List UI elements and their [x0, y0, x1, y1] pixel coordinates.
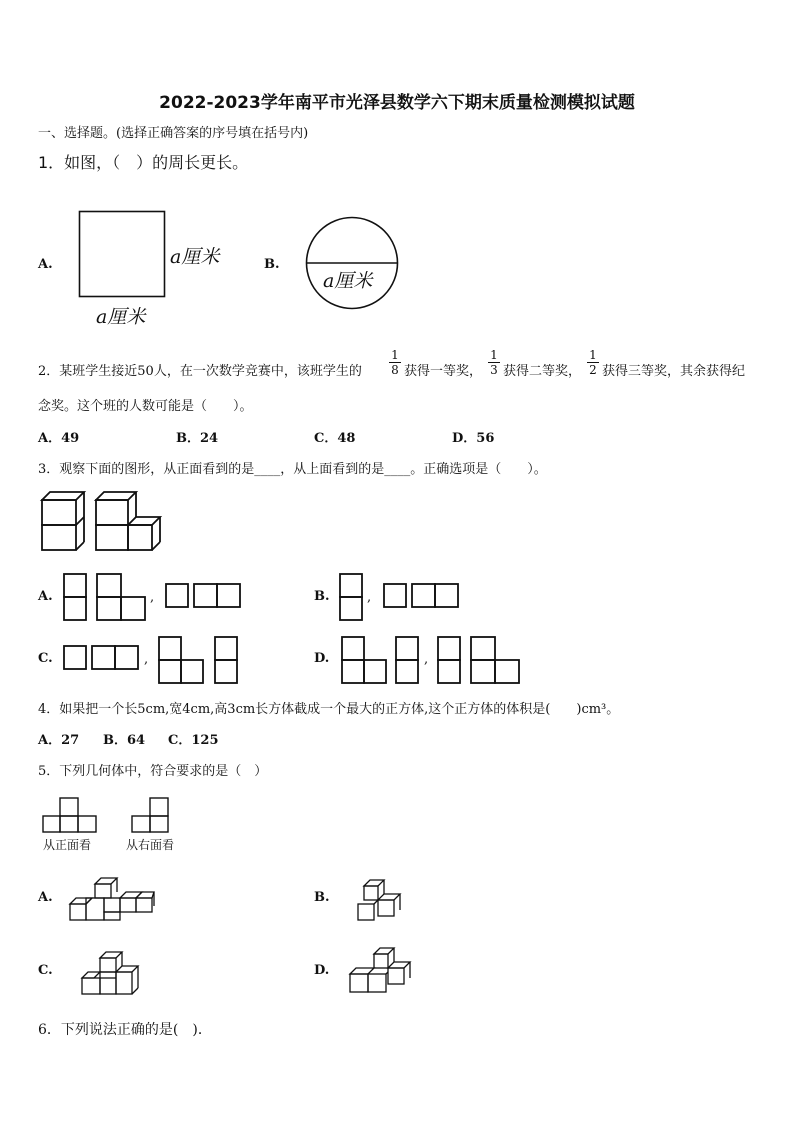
frac1-denominator: 8 [391, 363, 399, 377]
q3-option-b-label: B. [314, 589, 330, 604]
q2-text-line2: 念奖。这个班的人数可能是（ ）。 [38, 399, 253, 414]
square-bottom-label: a厘米 [96, 306, 146, 328]
q3-option-a-label: A. [38, 589, 53, 604]
q2-text-part4: 获得三等奖，其余获得纪 [602, 364, 746, 379]
q4-option-a: A．27 [38, 733, 80, 748]
question-1-stem: 1．如图，（ ）的周长更长。 [38, 153, 249, 172]
q5-option-c-figure [80, 950, 142, 996]
page-title: 2022-2023学年南平市光泽县数学六下期末质量检测模拟试题 [159, 93, 635, 113]
q5-option-b-label: B. [314, 890, 330, 905]
q5-option-a-figure [68, 876, 156, 924]
q5-option-a-label: A. [38, 890, 53, 905]
q3-option-c-label: C. [38, 651, 53, 666]
circle-figure [305, 216, 399, 310]
frac3-numerator: 1 [587, 349, 599, 363]
q3-option-a-top [164, 582, 244, 610]
question-4-stem: 4．如果把一个长5cm,宽4cm,高3cm长方体截成一个最大的正方体,这个正方体的体积是( )cm³。 [38, 702, 620, 717]
section-heading: 一、选择题。(选择正确答案的序号填在括号内) [38, 126, 309, 141]
fraction-one-third [488, 349, 500, 376]
right-view-label: 从右面看 [126, 838, 175, 852]
q5-option-c-label: C. [38, 963, 53, 978]
q5-option-d-figure [348, 946, 416, 996]
q2-text-part3: 获得二等奖， [503, 364, 582, 379]
q2-option-b: B．24 [176, 431, 219, 446]
q3-option-d-top [436, 635, 522, 685]
question-3-stem: 3．观察下面的图形，从正面看到的是____，从上面看到的是____。正确选项是（ ）。 [38, 462, 547, 477]
circle-diameter-label: a厘米 [323, 270, 373, 292]
q3-option-a-front [62, 572, 148, 622]
frac1-numerator: 1 [389, 349, 401, 363]
q3-option-c-top [62, 644, 142, 672]
q2-option-a: A．49 [38, 431, 80, 446]
q4-option-c: C．125 [168, 733, 219, 748]
q5-option-d-label: D. [314, 963, 330, 978]
frac2-numerator: 1 [488, 349, 500, 363]
q3-option-d-label: D. [314, 651, 330, 666]
q3-option-d-comma: , [424, 652, 429, 667]
front-view-figure [42, 796, 98, 834]
fraction-one-eighth [389, 349, 401, 376]
q3-option-b-comma: , [367, 590, 372, 605]
q2-option-c: C．48 [314, 431, 356, 446]
q3-option-a-comma: , [150, 590, 155, 605]
q2-text-part1: 2．某班学生接近50人，在一次数学竞赛中，该班学生的 [38, 364, 362, 379]
q1-option-b-label: B. [264, 257, 280, 272]
question-5-stem: 5．下列几何体中，符合要求的是（ ） [38, 764, 268, 779]
q5-option-b-figure [356, 878, 404, 922]
q3-option-c-comma: , [144, 652, 149, 667]
frac3-denominator: 2 [589, 363, 597, 377]
q3-option-b-top [382, 582, 462, 610]
q3-cube-figure [38, 488, 162, 554]
frac2-denominator: 3 [490, 363, 498, 377]
square-figure [78, 210, 168, 300]
question-6-stem: 6．下列说法正确的是( )． [38, 1022, 212, 1038]
q2-text-part2: 获得一等奖， [404, 364, 483, 379]
right-view-figure [131, 796, 171, 834]
q3-option-b-front [338, 572, 364, 622]
front-view-label: 从正面看 [43, 838, 92, 852]
q4-option-b: B．64 [103, 733, 146, 748]
q3-option-c-front [157, 635, 241, 685]
q1-option-a-label: A. [38, 257, 53, 272]
q3-option-d-front [340, 635, 422, 685]
fraction-one-half [587, 349, 599, 376]
q2-option-d: D．56 [452, 431, 495, 446]
square-side-label: a厘米 [170, 246, 220, 268]
